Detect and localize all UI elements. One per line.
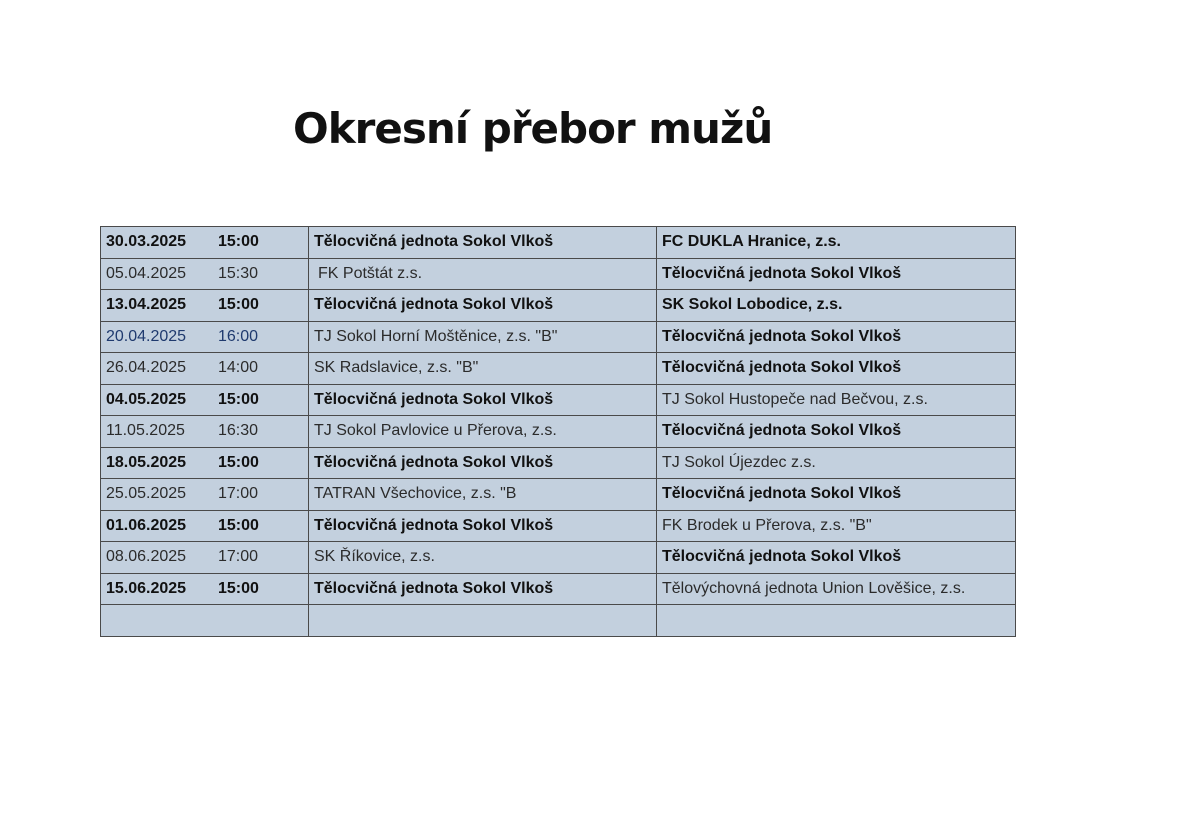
match-date: 11.05.2025 (106, 422, 185, 440)
match-time: 14:00 (218, 359, 259, 377)
table-row (101, 290, 1016, 322)
away-team-cell (657, 416, 1016, 448)
away-team-cell: FK Brodek u Přerova, z.s. "B" (657, 510, 1016, 542)
away-team-cell (657, 479, 1016, 511)
table-row (101, 353, 1016, 385)
match-time: 15:30 (218, 264, 259, 282)
date-time-cell (101, 573, 309, 605)
empty-cell (101, 605, 309, 637)
away-team-cell: FC DUKLA Hranice, z.s. (657, 227, 1016, 259)
away-team-name: Tělocvičná jednota Sokol Vlkoš (662, 422, 902, 440)
home-team-cell: Tělocvičná jednota Sokol Vlkoš (309, 384, 657, 416)
home-team-cell: Tělocvičná jednota Sokol Vlkoš (309, 227, 657, 259)
away-team-cell (657, 542, 1016, 574)
match-schedule-table (100, 226, 1016, 637)
match-time: 17:00 (218, 485, 259, 503)
match-date: 30.03.2025 (106, 233, 187, 251)
table-row (101, 416, 1016, 448)
match-time: 15:00 (218, 453, 259, 471)
home-team-cell: TJ Sokol Pavlovice u Přerova, z.s. (309, 416, 657, 448)
home-team-cell: FK Potštát z.s. (309, 258, 657, 290)
match-time: 15:00 (218, 516, 259, 534)
table-row (101, 227, 1016, 259)
match-date: 25.05.2025 (106, 485, 187, 503)
match-time: 15:00 (218, 296, 259, 314)
match-date: 05.04.2025 (106, 264, 187, 282)
away-team-cell: SK Sokol Lobodice, z.s. (657, 290, 1016, 322)
date-time-cell (101, 416, 309, 448)
away-team-cell (657, 321, 1016, 353)
table-row (101, 573, 1016, 605)
date-time-cell (101, 290, 309, 322)
table-row (101, 258, 1016, 290)
away-team-cell: TJ Sokol Hustopeče nad Bečvou, z.s. (657, 384, 1016, 416)
date-time-cell (101, 227, 309, 259)
match-date: 13.04.2025 (106, 296, 187, 314)
match-time: 15:00 (218, 233, 259, 251)
date-time-cell (101, 321, 309, 353)
table-row (101, 542, 1016, 574)
empty-cell (657, 605, 1016, 637)
match-date: 18.05.2025 (106, 453, 187, 471)
away-team-cell (657, 353, 1016, 385)
table-row (101, 510, 1016, 542)
match-date: 04.05.2025 (106, 390, 187, 408)
away-team-name: Tělocvičná jednota Sokol Vlkoš (662, 327, 902, 345)
match-date: 08.06.2025 (106, 548, 187, 566)
match-time: 15:00 (218, 390, 259, 408)
away-team-name: Tělocvičná jednota Sokol Vlkoš (662, 548, 902, 566)
home-team-cell: TATRAN Všechovice, z.s. "B (309, 479, 657, 511)
away-team-name: Tělocvičná jednota Sokol Vlkoš (662, 359, 902, 377)
home-team-cell: TJ Sokol Horní Moštěnice, z.s. "B" (309, 321, 657, 353)
empty-cell (309, 605, 657, 637)
home-team-cell: Tělocvičná jednota Sokol Vlkoš (309, 510, 657, 542)
match-time: 15:00 (218, 579, 259, 597)
match-date: 26.04.2025 (106, 359, 187, 377)
date-time-cell (101, 479, 309, 511)
away-team-name: Tělocvičná jednota Sokol Vlkoš (662, 264, 902, 282)
table-row (101, 321, 1016, 353)
away-team-cell: Tělovýchovná jednota Union Lověšice, z.s. (657, 573, 1016, 605)
match-time: 16:00 (218, 327, 259, 345)
match-date: 20.04.2025 (106, 327, 187, 345)
home-team-cell: SK Říkovice, z.s. (309, 542, 657, 574)
page-title: Okresní přebor mužů (293, 104, 773, 153)
date-time-cell (101, 510, 309, 542)
table-row-empty (101, 605, 1016, 637)
date-time-cell (101, 384, 309, 416)
home-team-cell: Tělocvičná jednota Sokol Vlkoš (309, 447, 657, 479)
date-time-cell (101, 542, 309, 574)
away-team-name: Tělocvičná jednota Sokol Vlkoš (662, 485, 902, 503)
home-team-cell: Tělocvičná jednota Sokol Vlkoš (309, 290, 657, 322)
match-date: 15.06.2025 (106, 579, 187, 597)
match-time: 16:30 (218, 422, 259, 440)
date-time-cell (101, 353, 309, 385)
date-time-cell (101, 258, 309, 290)
away-team-cell (657, 258, 1016, 290)
home-team-cell: Tělocvičná jednota Sokol Vlkoš (309, 573, 657, 605)
match-time: 17:00 (218, 548, 259, 566)
table-row (101, 447, 1016, 479)
home-team-cell: SK Radslavice, z.s. "B" (309, 353, 657, 385)
table-row (101, 479, 1016, 511)
match-date: 01.06.2025 (106, 516, 187, 534)
away-team-cell: TJ Sokol Újezdec z.s. (657, 447, 1016, 479)
table-row (101, 384, 1016, 416)
date-time-cell (101, 447, 309, 479)
